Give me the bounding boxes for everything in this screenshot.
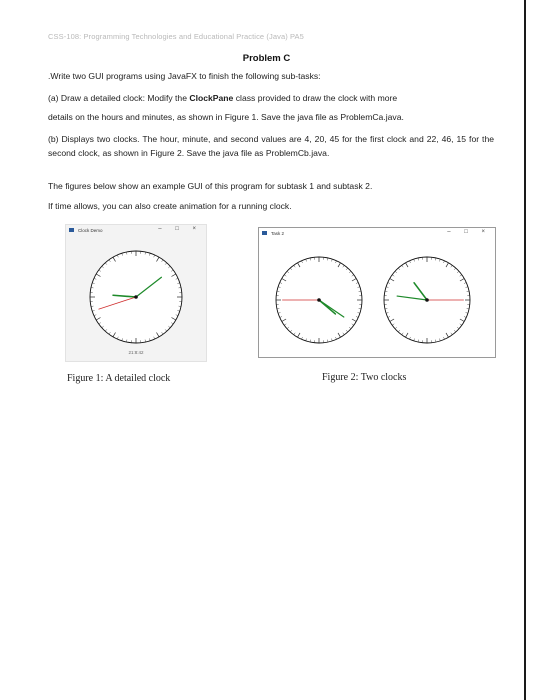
figure1-caption: Figure 1: A detailed clock — [67, 373, 171, 384]
figure2-clock-right — [377, 250, 477, 350]
figure2-window — [258, 227, 496, 358]
figures-note: The figures below show an example GUI of this program for subtask 1 and subtask 2. — [48, 181, 373, 191]
figure1-window — [65, 224, 207, 362]
task-a-classname: ClockPane — [189, 93, 234, 103]
figure1-window-title: Clock Demo — [78, 228, 103, 233]
figure2-window-title: Task 2 — [271, 231, 285, 236]
figure2-caption: Figure 2: Two clocks — [322, 372, 407, 383]
figure2-clock-left — [269, 250, 369, 350]
figure1-titlebar — [66, 225, 206, 237]
window-controls: – □ × — [447, 229, 491, 235]
page-right-border — [524, 0, 526, 700]
figure1-time-label: 21:8:42 — [128, 350, 144, 355]
page-header: CSS-108: Programming Technologies and Educational Practice (Java) PA5 — [48, 32, 304, 41]
problem-title: Problem C — [242, 53, 291, 64]
task-a-suffix: class provided to draw the clock with more — [233, 93, 398, 103]
clock-center-dot — [134, 295, 138, 299]
task-a-prefix: (a) Draw a detailed clock: Modify the — [48, 93, 190, 103]
app-icon — [262, 231, 267, 235]
clock-center-dot — [317, 298, 321, 302]
task-b-paragraph: (b) Displays two clocks. The hour, minute, and second values are 4, 20, 45 for the first clock and 22, 46, 15 for the second clock, as shown in Figure 2. Save the java file as ProblemCb.java. — [48, 134, 494, 158]
task-a-paragraph — [48, 92, 494, 106]
figure1-clock — [81, 244, 191, 350]
task-a-line2: details on the hours and minutes, as shown in Figure 1. Save the java file as ProblemCa.java. — [48, 112, 404, 122]
window-controls: – □ × — [158, 226, 202, 232]
clock-center-dot — [425, 298, 429, 302]
app-icon — [69, 228, 74, 232]
animation-note: If time allows, you can also create animation for a running clock. — [48, 201, 292, 211]
intro-paragraph: .Write two GUI programs using JavaFX to finish the following sub-tasks: — [48, 71, 321, 81]
figure2-titlebar — [259, 228, 495, 240]
